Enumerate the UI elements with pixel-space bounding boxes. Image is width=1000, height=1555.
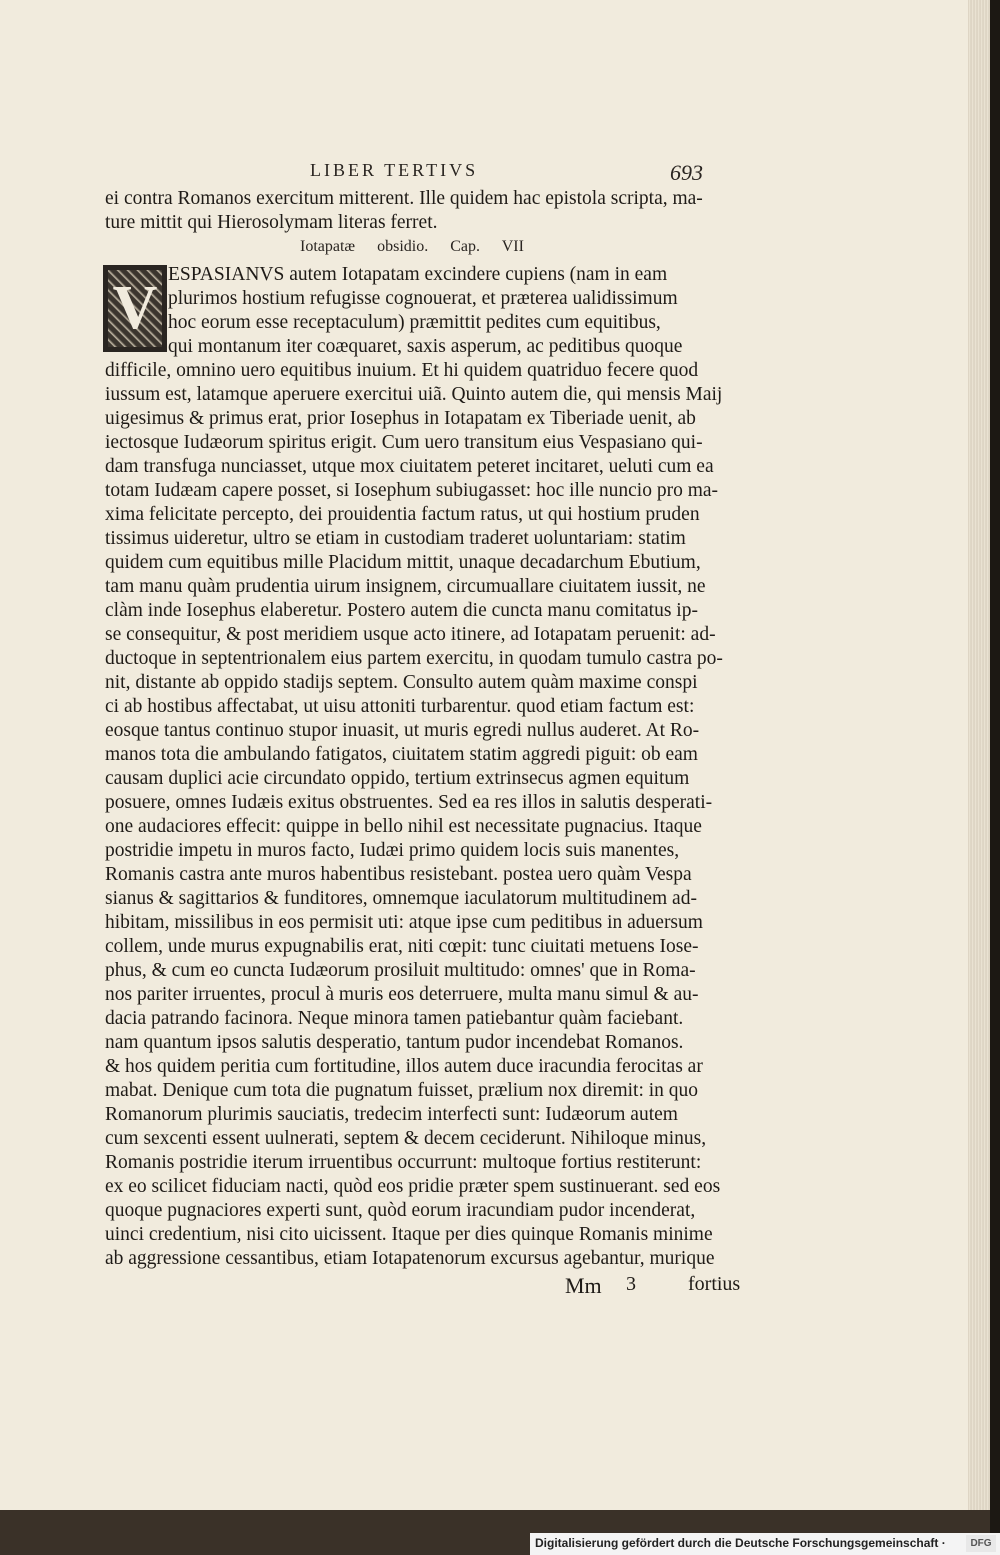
text-line: xima felicitate percepto, dei prouidentia factum ratus, ut qui hostium pruden [105, 504, 700, 525]
text-line: nam quantum ipsos salutis desperatio, tantum pudor incendebat Romanos. [105, 1032, 684, 1053]
signature-number: 3 [626, 1273, 636, 1295]
text-line: quidem cum equitibus mille Placidum mittit, unaque decadarchum Ebutium, [105, 552, 701, 573]
text-line: ei contra Romanos exercitum mitterent. Ille quidem hac epistola scripta, ma- [105, 188, 703, 209]
chapter-number: Cap. VII [450, 238, 524, 255]
text-line: phus, & cum eo cuncta Iudæorum prosiluit multitudo: omnes' que in Roma- [105, 960, 696, 981]
text-line: ductoque in septentrionalem eius partem exercitu, in quodam tumulo castra po- [105, 648, 723, 669]
text-line: postridie impetu in muros facto, Iudæi primo quidem locis suis manentes, [105, 840, 680, 861]
text-line: ab aggressione cessantibus, etiam Iotapatenorum excursus agebantur, murique [105, 1248, 715, 1269]
credit-text: Digitalisierung gefördert durch die Deutsche Forschungsgemeinschaft · [535, 1536, 946, 1550]
text-line: plurimos hostium refugisse cognouerat, et præterea ualidissimum [168, 288, 678, 309]
page-header [100, 160, 790, 186]
text-line: hibitam, missilibus in eos permisit uti: atque ipse cum peditibus in aduersum [105, 912, 703, 933]
text-line: eosque tantus continuo stupor inuasit, ut muris egredi nullus auderet. At Ro- [105, 720, 700, 741]
text-line: Romanorum plurimis sauciatis, tredecim interfecti sunt: Iudæorum autem [105, 1104, 678, 1125]
text-line: posuere, omnes Iudæis exitus obstruentes. Sed ea res illos in salutis desperati- [105, 792, 713, 813]
text-line: iectosque Iudæorum spiritus erigit. Cum uero transitum eius Vespasiano qui- [105, 432, 703, 453]
text-line: uigesimus & primus erat, prior Iosephus in Iotapatam ex Tiberiade uenit, ab [105, 408, 696, 429]
text-line: totam Iudæam capere posset, si Iosephum subiugasset: hoc ille nuncio pro ma- [105, 480, 719, 501]
text-line: uinci credentium, nisi cito uicissent. Itaque per dies quinque Romanis minime [105, 1224, 713, 1245]
initial-letter: V [112, 274, 158, 342]
text-line: causam duplici acie circundato oppido, tertium extrinsecus agmen equitum [105, 768, 690, 789]
folio-number: 693 [670, 160, 703, 185]
text-line: mabat. Denique cum tota die pugnatum fuisset, prælium nox diremit: in quo [105, 1080, 699, 1101]
text-line: nit, distante ab oppido stadijs septem. Consulto autem quàm maxime conspi [105, 672, 698, 693]
text-line: sianus & sagittarios & funditores, omnemque iaculatorum multitudinem ad- [105, 888, 697, 909]
text-line: Romanis postridie iterum irruentibus occurrunt: multoque fortius restiterunt: [105, 1152, 702, 1173]
text-line: cum sexcenti essent uulnerati, septem & decem ceciderunt. Nihiloque minus, [105, 1128, 707, 1149]
text-line: ci ab hostibus affectabat, ut uisu attoniti turbarentur. quod etiam factum est: [105, 696, 695, 717]
running-head: LIBER TERTIVS [310, 160, 479, 180]
page-edge [968, 0, 990, 1510]
text-line: difficile, omnino uero equitibus inuium. Et hi quidem quatriduo fecere quod [105, 360, 699, 381]
text-line: ture mittit qui Hierosolymam literas ferret. [105, 212, 438, 233]
decorated-initial [103, 265, 167, 352]
text-line: dam transfuga nunciasset, utque mox ciuitatem peteret incitaret, ueluti cum ea [105, 456, 714, 477]
text-line: & hos quidem peritia cum fortitudine, illos autem duce iracundia ferocitas ar [105, 1056, 703, 1077]
text-line: qui montanum iter coæquaret, saxis asperum, ac peditibus quoque [168, 336, 683, 357]
digitization-credit [530, 1533, 1000, 1555]
text-line: nos pariter irruentes, procul à muris eos deterruere, multa manu simul & au- [105, 984, 699, 1005]
text-line: se consequitur, & post meridiem usque acto itinere, ad Iotapatam peruenit: ad- [105, 624, 716, 645]
text-line: clàm inde Iosephus elaberetur. Postero autem die cuncta manu comitatus ip- [105, 600, 698, 621]
page-shadow [990, 0, 1000, 1555]
text-line: collem, unde murus expugnabilis erat, niti cœpit: tunc ciuitati metuens Iose- [105, 936, 699, 957]
text-line: quoque pugnaciores experti sunt, quòd eorum iracundiam pudor incenderat, [105, 1200, 696, 1221]
text-line: tam manu quàm prudentia uirum insignem, circumuallare ciuitatem iussit, ne [105, 576, 706, 597]
signature-mark: Mm [565, 1273, 602, 1298]
catchword: fortius [688, 1273, 741, 1295]
text-line: one audaciores effecit: quippe in bello nihil est necessitate pugnacius. Itaque [105, 816, 702, 837]
text-line: tissimus uideretur, ultro se etiam in custodiam traderet uoluntariam: statim [105, 528, 686, 549]
chapter-heading [300, 238, 524, 256]
dfg-logo: DFG [966, 1535, 996, 1552]
text-line: Romanis castra ante muros habentibus resistebant. postea uero quàm Vespa [105, 864, 692, 885]
text-line: dacia patrando facinora. Neque minora tamen patiebantur quàm faciebant. [105, 1008, 684, 1029]
chapter-title: Iotapatæ obsidio. [300, 238, 429, 255]
text-line: hoc eorum esse receptaculum) præmittit pedites cum equitibus, [168, 312, 661, 333]
text-line: iussum est, latamque aperuere exercitui uiã. Quinto autem die, qui mensis Maij [105, 384, 723, 405]
text-line: ESPASIANVS autem Iotapatam excindere cupiens (nam in eam [168, 264, 668, 285]
text-line: ex eo scilicet fiduciam nacti, quòd eos pridie præter spem sustinuerant. sed eos [105, 1176, 721, 1197]
text-line: manos tota die ambulando fatigatos, ciuitatem statim aggredi piguit: ob eam [105, 744, 698, 765]
